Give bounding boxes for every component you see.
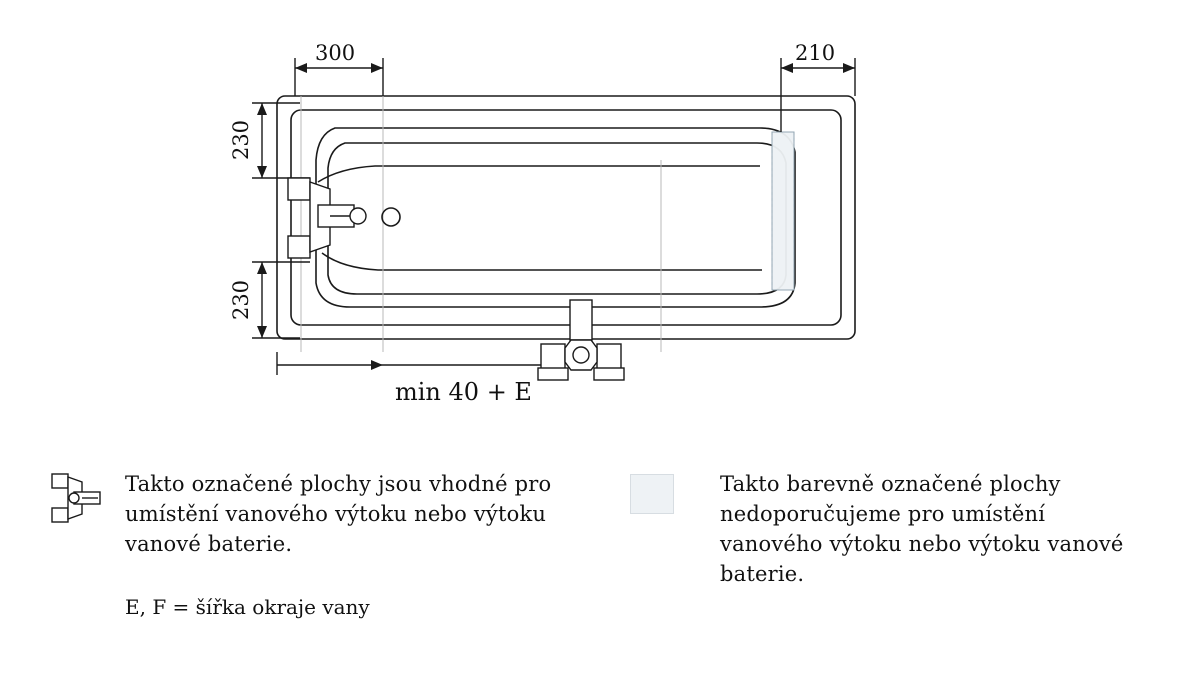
dimension-210-line	[781, 58, 855, 132]
shaded-region-right	[772, 132, 794, 290]
dimension-bottom-line	[277, 352, 555, 375]
tub-backrest-line-2	[322, 253, 762, 270]
legend-suitable-text: Takto označené plochy jsou vhodné pro umístění vanového výtoku nebo výtoku vanové baterie.	[125, 472, 552, 556]
legend-note-text: E, F = šířka okraje vany	[125, 595, 370, 619]
tub-basin-outline	[316, 128, 795, 307]
overflow-drain-circle	[382, 208, 400, 226]
tub-backrest-line-1	[318, 166, 760, 182]
dimension-210-label: 210	[795, 41, 836, 65]
faucet-left	[288, 178, 366, 258]
dimension-300-label: 300	[315, 41, 356, 65]
dimension-bottom-label: min 40 + E	[395, 378, 532, 406]
legend	[0, 450, 1200, 694]
dimension-230-lower-label: 230	[229, 279, 253, 321]
dimension-230-upper-label: 230	[229, 119, 253, 161]
faucet-bottom	[538, 300, 624, 380]
legend-not-recommended-text: Takto barevně označené plochy nedoporučujeme pro umístění vanového výtoku nebo výtoku vanové baterie.	[720, 472, 1124, 586]
color-swatch-icon	[630, 474, 674, 514]
faucet-icon	[44, 468, 108, 530]
